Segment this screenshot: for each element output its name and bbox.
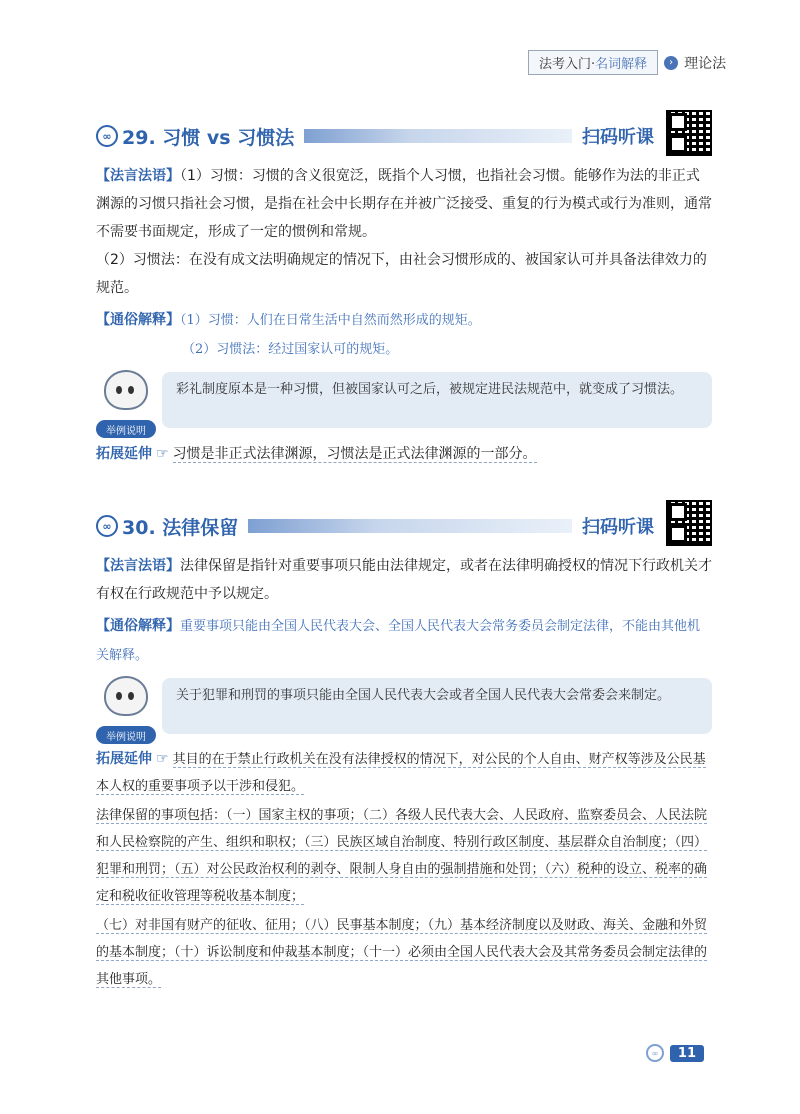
plain-explanation-2-text: （2）习惯法：经过国家认可的规矩。 [182, 342, 399, 357]
header-chapter: 名词解释 [595, 57, 648, 72]
example-block [96, 678, 712, 743]
running-header [528, 50, 726, 75]
extension-tag: 拓展延伸 [96, 751, 152, 767]
plain-explanation-1-text: （1）习惯：人们在日常生活中自然而然形成的规矩。 [180, 313, 481, 328]
scan-to-listen-label: 扫码听课 [582, 127, 654, 148]
mascot-head [104, 370, 148, 410]
legal-definition-1 [96, 162, 712, 246]
mascot-eye [116, 386, 122, 394]
header-subject: 理论法 [684, 55, 727, 72]
pointing-hand-icon: ☞ [156, 751, 169, 767]
example-text: 关于犯罪和刑罚的事项只能由全国人民代表大会或者全国人民代表大会常委会来制定。 [162, 678, 712, 734]
heading-gradient-bar [248, 519, 572, 533]
reserved-matters-part2 [96, 912, 712, 993]
extension-text: 其目的在于禁止行政机关在没有法律授权的情况下，对公民的个人自由、财产权等涉及公民基本人权的重要事项予以干涉和侵犯。 [96, 752, 706, 794]
plain-explanation-tag: 【通俗解释】 [96, 618, 180, 634]
reserved-matters-part2-text: （七）对非国有财产的征收、征用；（八）民事基本制度；（九）基本经济制度以及财政、海关、金融和外贸的基本制度；（十）诉讼制度和仲裁基本制度；（十一）必须由全国人民代表大会及其常务委员会制定法律的其他事项。 [96, 918, 708, 987]
header-dot: · [591, 57, 596, 72]
section-29-heading [96, 118, 712, 154]
page-number: 11 [670, 1045, 704, 1062]
plain-explanation-tag: 【通俗解释】 [96, 312, 180, 328]
chevron-right-icon: › [664, 56, 678, 70]
mascot-eye [128, 692, 134, 700]
plain-explanation-1 [96, 612, 712, 670]
header-book: 法考入门 [539, 57, 592, 72]
section-30 [96, 508, 712, 993]
section-marker-icon: ∞ [96, 515, 118, 537]
reserved-matters-part1-text: 法律保留的事项包括：（一）国家主权的事项；（二）各级人民代表大会、人民政府、监察委员会、人民法院和人民检察院的产生、组织和职权；（三）民族区域自治制度、特别行政区制度、基层群众自治制度；（四）犯罪和刑罚；（五）对公民政治权利的剥夺、限制人身自由的强制措施和处罚；（六）税种的设立、税率的确定和税收征收管理等税收基本制度； [96, 808, 708, 904]
legal-definition-1-text: 法律保留是指针对重要事项只能由法律规定，或者在法律明确授权的情况下行政机关才有权在行政规范中予以规定。 [96, 558, 712, 602]
legal-terms-tag: 【法言法语】 [96, 558, 180, 574]
example-text: 彩礼制度原本是一种习惯，但被国家认可之后，被规定进民法规范中，就变成了习惯法。 [162, 372, 712, 428]
mascot-icon [98, 366, 154, 426]
section-29 [96, 118, 712, 468]
extension-text: 习惯是非正式法律渊源，习惯法是正式法律渊源的一部分。 [172, 446, 537, 462]
heading-gradient-bar [304, 129, 572, 143]
legal-definition-1 [96, 552, 712, 608]
mascot-head [104, 676, 148, 716]
mascot-eye [116, 692, 122, 700]
pointing-hand-icon: ☞ [156, 446, 169, 462]
mascot-eye [128, 386, 134, 394]
qr-code-icon[interactable] [666, 110, 712, 156]
legal-definition-1-text: （1）习惯：习惯的含义很宽泛，既指个人习惯，也指社会习惯。能够作为法的非正式渊源的习惯只指社会习惯，是指在社会中长期存在并被广泛接受、重复的行为模式或行为准则，通常不需要书面规定，形成了一定的惯例和常规。 [96, 168, 712, 240]
reserved-matters-part1 [96, 802, 712, 910]
plain-explanation-2 [96, 335, 712, 364]
extension-tag: 拓展延伸 [96, 446, 152, 462]
example-label: 举例说明 [96, 726, 156, 744]
qr-code-icon[interactable] [666, 500, 712, 546]
page-marker-icon: ∞ [646, 1044, 664, 1062]
mascot-icon [98, 672, 154, 732]
header-book-box [528, 50, 658, 75]
plain-explanation-1 [96, 306, 712, 335]
page-number-badge [646, 1044, 704, 1062]
example-block [96, 372, 712, 437]
scan-to-listen-label: 扫码听课 [582, 517, 654, 538]
legal-definition-2: （2）习惯法：在没有成文法明确规定的情况下，由社会习惯形成的、被国家认可并具备法律效力的规范。 [96, 252, 707, 296]
legal-terms-tag: 【法言法语】 [96, 168, 180, 184]
extension-note [96, 440, 712, 468]
section-30-heading [96, 508, 712, 544]
plain-explanation-1-text: 重要事项只能由全国人民代表大会、全国人民代表大会常务委员会制定法律，不能由其他机关解释。 [96, 619, 701, 663]
section-marker-icon: ∞ [96, 125, 118, 147]
section-30-title: 30. 法律保留 [122, 516, 239, 539]
section-29-title: 29. 习惯 vs 习惯法 [122, 126, 295, 149]
extension-note [96, 746, 712, 800]
example-label: 举例说明 [96, 420, 156, 438]
